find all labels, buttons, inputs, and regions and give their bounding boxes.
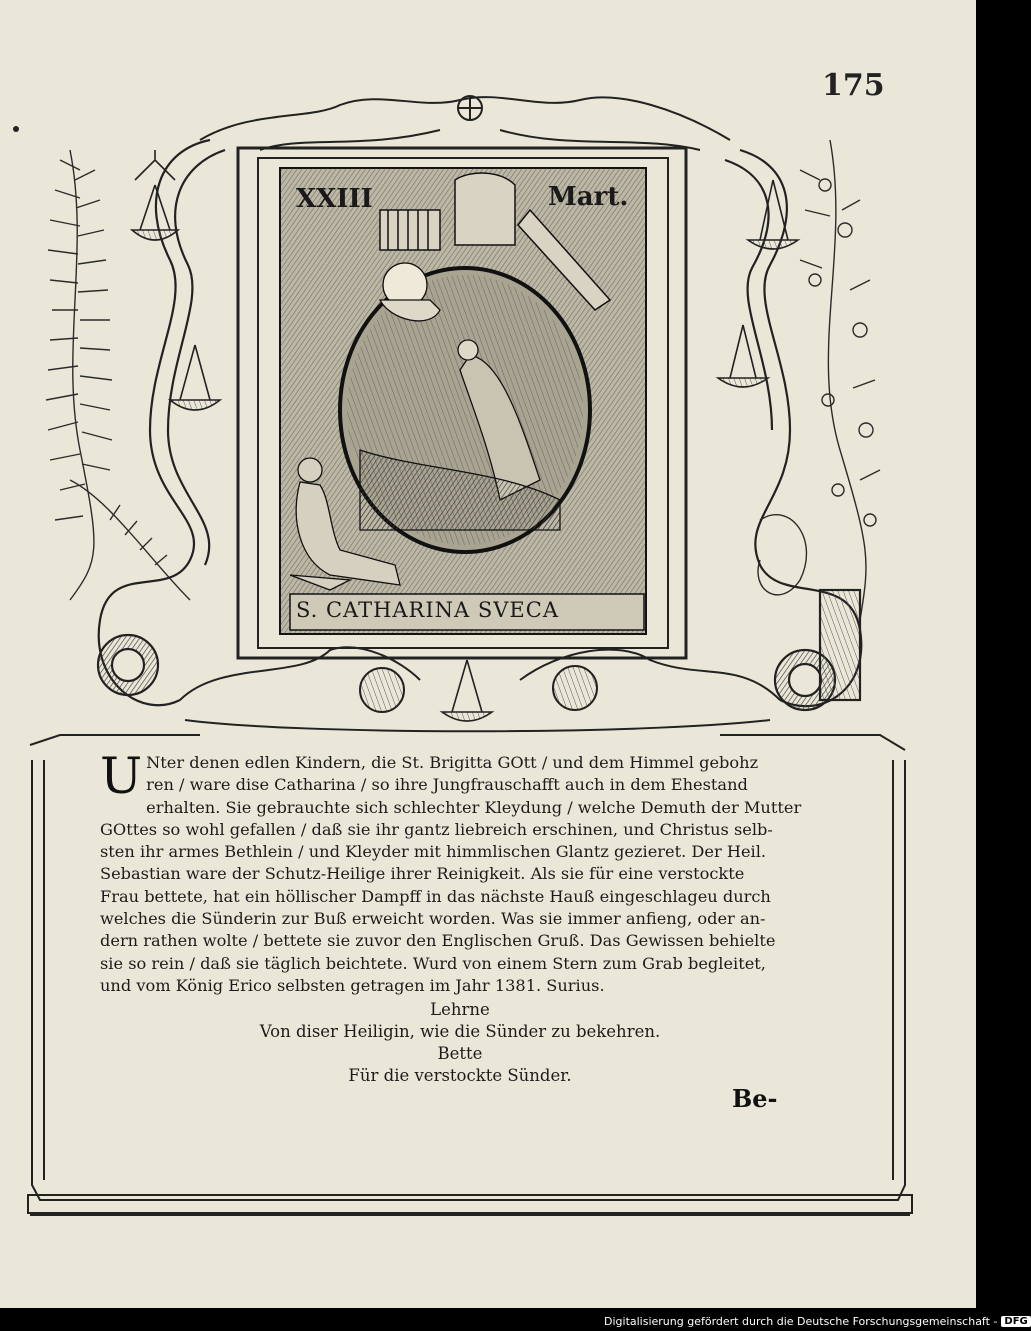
catchword: Be- [732, 1084, 778, 1113]
lehrne-heading: Lehrne [430, 1000, 490, 1019]
lehrne-text: Von diser Heiligin, wie die Sünder zu bekehren. [259, 1022, 661, 1041]
text-line: sie so rein / daß sie täglich beichtete. Wurd von einem Stern zum Grab begleitet, [100, 953, 766, 973]
left-scroll-column [98, 140, 225, 705]
text-line: ren / ware dise Catharina / so ihre Jungfrauschafft auch in dem Ehestand [146, 775, 748, 795]
right-foliage [758, 140, 880, 620]
bette-text: Für die verstockte Sünder. [348, 1066, 572, 1085]
text-line: erhalten. Sie gebrauchte sich schlechter Kleydung / welche Demuth der Mutter [146, 797, 802, 817]
right-scroll-column [725, 150, 861, 710]
text-line: Nter denen edlen Kindern, die St. Brigitta GOtt / und dem Himmel gebohz [146, 753, 759, 772]
text-line: dern rathen wolte / bettete sie zuvor den Englischen Gruß. Das Gewissen behielte [100, 931, 776, 951]
text-line: sten ihr armes Bethlein / und Kleyder mit himmlischen Glantz gezieret. Der Heil. [100, 842, 767, 862]
text-line: und vom König Erico selbsten getragen im Jahr 1381. Surius. [100, 975, 605, 995]
page-number: 175 [822, 68, 885, 103]
left-foliage [46, 150, 190, 600]
digitization-footer [604, 1312, 1031, 1331]
plate-day-number: XXIII [296, 184, 373, 214]
top-crest [200, 96, 730, 150]
dfg-logo: DFG [1001, 1316, 1030, 1327]
text-line: GOttes so wohl gefallen / daß sie ihr gantz liebreich erschinen, und Christus selb- [100, 819, 773, 839]
biography-text [100, 747, 820, 997]
drop-cap-initial: U [100, 747, 143, 805]
text-line: Frau bettete, hat ein höllischer Dampff in das nächste Hauß eingeschlageu durch [100, 886, 771, 906]
footer-credit: Digitalisierung gefördert durch die Deutsche Forschungsgemeinschaft - [604, 1315, 998, 1328]
text-line: Sebastian ware der Schutz-Heilige ihrer Reinigkeit. Als sie für eine verstockte [100, 864, 745, 884]
text-line: welches die Sünderin zur Buß erweicht worden. Was sie immer anfieng, oder an- [100, 909, 766, 929]
plate-month: Mart. [548, 182, 629, 212]
bette-heading: Bette [437, 1044, 483, 1063]
plate-title: S. CATHARINA SVECA [296, 598, 559, 622]
